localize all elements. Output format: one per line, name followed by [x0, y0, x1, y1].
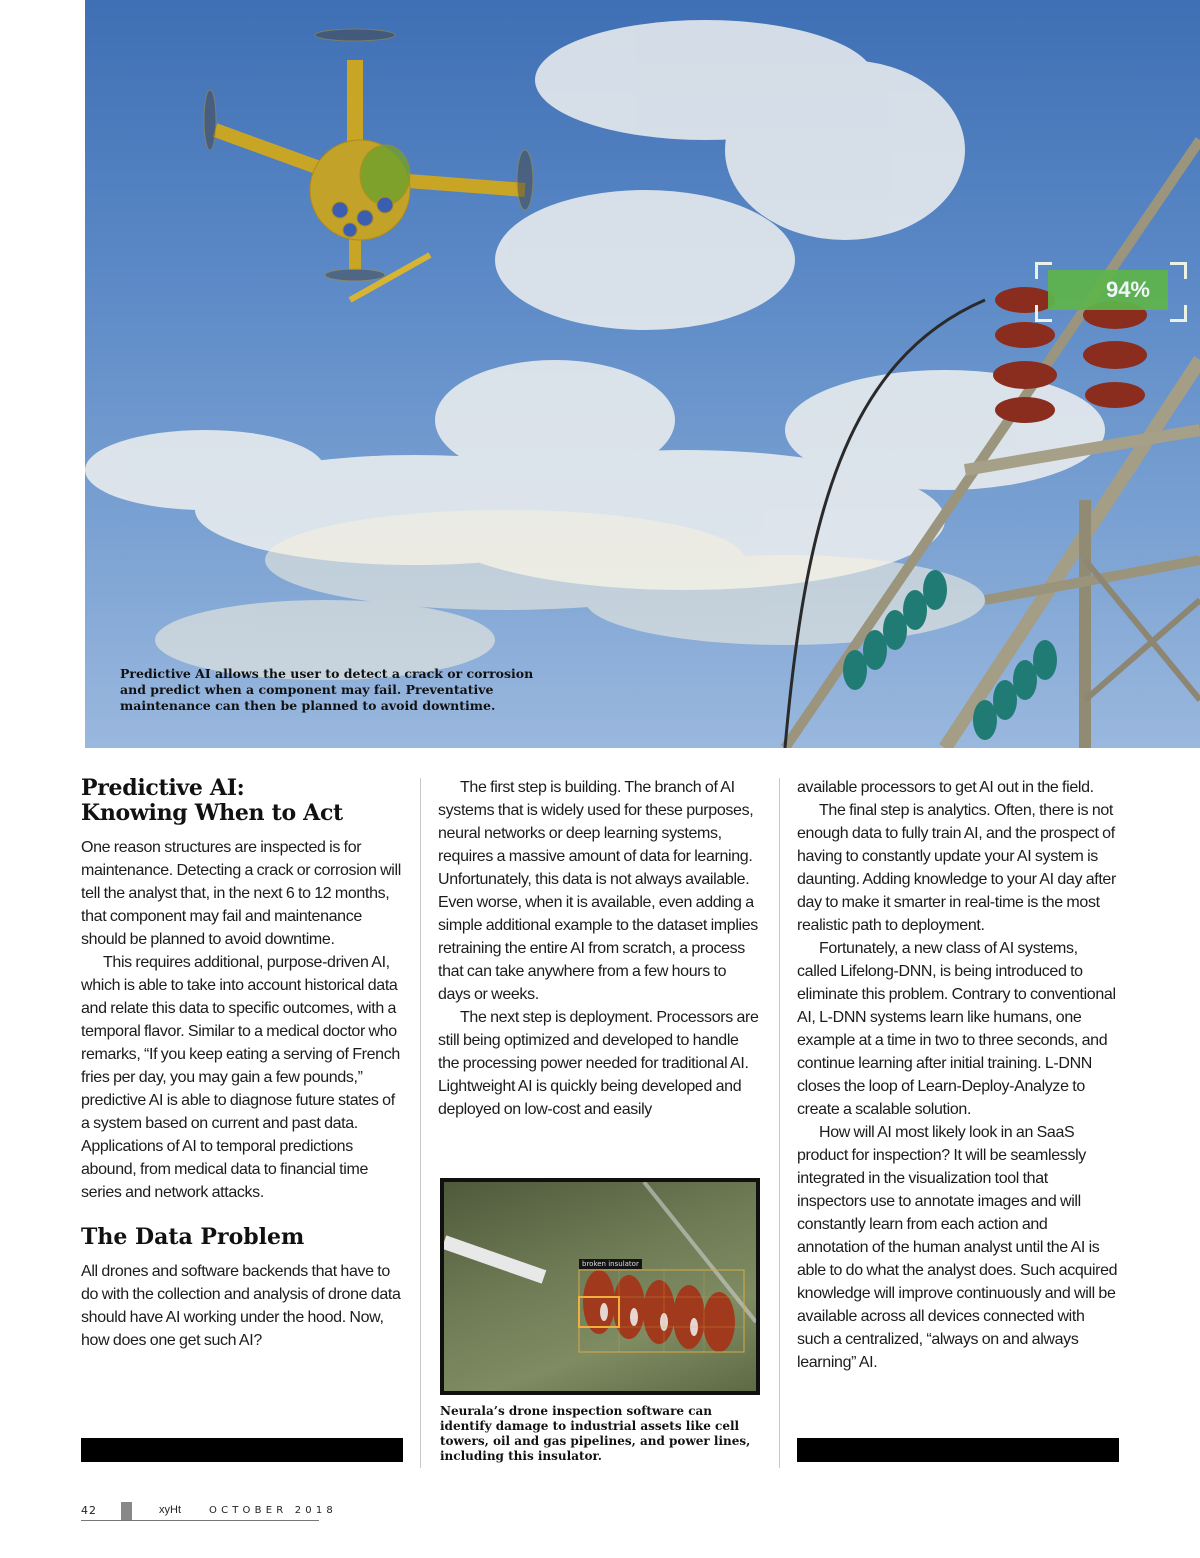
detection-label: broken insulator — [579, 1259, 642, 1269]
insulator-illustration — [444, 1182, 756, 1391]
paragraph: How will AI most likely look in an SaaS product for inspection? It will be seamlessly integrated in the visualization tool that inspectors use to annotate images and will constantly learn from each action and annotation of the human analyst until the AI is able to do what the analyst does. Such acquired knowledge will improve continuously and will be available across all devices connected with such a centralized, “always on and always learning” AI. — [797, 1124, 1118, 1371]
footer-block — [121, 1502, 132, 1520]
paragraph: One reason structures are inspected is for maintenance. Detecting a crack or corrosion will tell the analyst that, in the next 6 to 12 months, that component may fail and maintenance should be planned to avoid downtime. — [81, 839, 401, 948]
hero-caption: Predictive AI allows the user to detect a crack or corrosion and predict when a component may fail. Preventative maintenance can then be planned to avoid downtime. — [120, 666, 534, 713]
footer-rule — [81, 1520, 319, 1521]
subhead-data-problem: The Data Problem — [81, 1224, 305, 1250]
page-footer — [81, 1502, 341, 1520]
inset-photo — [440, 1178, 760, 1395]
headline-line-2: Knowing When to Act — [81, 800, 343, 826]
column-rule-1 — [420, 778, 421, 1468]
hero-image — [85, 0, 1200, 748]
magazine-name: xyHt — [159, 1504, 181, 1516]
page-number: 42 — [81, 1504, 97, 1517]
detection-score-badge: 94% — [1048, 270, 1168, 310]
column-1 — [81, 776, 403, 1352]
paragraph: The next step is deployment. Processors are still being optimized and developed to handle the processing power needed for traditional AI. Lightweight AI is quickly being developed and deployed on low-cost and easily — [438, 1009, 759, 1118]
paragraph: available processors to get AI out in the field. — [797, 779, 1094, 796]
column-1-end-bar — [81, 1438, 403, 1462]
column-2 — [438, 776, 760, 1121]
paragraph: This requires additional, purpose-driven AI, which is able to take into account historical data and relate this data to specific outcomes, with a temporal flavor. Similar to a medical doctor who remarks, “If you keep eating a serving of French fries per day, you may gain a few pounds,” predictive AI is able to diagnose future states of a system based on current and past data. Applications of AI to temporal predictions abound, from medical data to financial time series and network attacks. — [81, 954, 400, 1201]
paragraph: All drones and software backends that have to do with the collection and analysis of drone data should have AI working under the hood. Now, how does one get such AI? — [81, 1263, 401, 1349]
detection-bracket-tr — [1170, 262, 1187, 279]
paragraph: The first step is building. The branch of AI systems that is widely used for these purposes, neural networks or deep learning systems, requires a massive amount of data for learning. Unfortunately, this data is not always available. Even worse, when it is available, even adding a simple additional example to the dataset implies retraining the entire AI from scratch, a process that can take anywhere from a few hours to days or weeks. — [438, 779, 758, 1003]
issue-date: OCTOBER 2018 — [209, 1505, 337, 1516]
insulator-image — [444, 1182, 756, 1391]
inset-caption: Neurala’s drone inspection software can identify damage to industrial assets like cell towers, oil and gas pipelines, and power lines, including this insulator. — [440, 1404, 751, 1463]
paragraph: The final step is analytics. Often, there is not enough data to fully train AI, and the prospect of having to constantly update your AI system is daunting. Adding knowledge to your AI day after day to make it smarter in real-time is the most realistic path to deployment. — [797, 802, 1116, 934]
detection-bracket-br — [1170, 305, 1187, 322]
section-headline — [81, 776, 403, 826]
column-3-end-bar — [797, 1438, 1119, 1462]
hero-illustration — [85, 0, 1200, 748]
column-rule-2 — [779, 778, 780, 1468]
column-3 — [797, 776, 1119, 1374]
drone — [204, 29, 533, 300]
headline-line-1: Predictive AI: — [81, 775, 245, 801]
paragraph: Fortunately, a new class of AI systems, called Lifelong-DNN, is being introduced to eliminate this problem. Contrary to conventional AI, L-DNN systems learn like humans, one example at a time in two to three seconds, and continue learning after initial training. L-DNN closes the loop of Learn-Deploy-Analyze to create a scalable solution. — [797, 940, 1116, 1118]
